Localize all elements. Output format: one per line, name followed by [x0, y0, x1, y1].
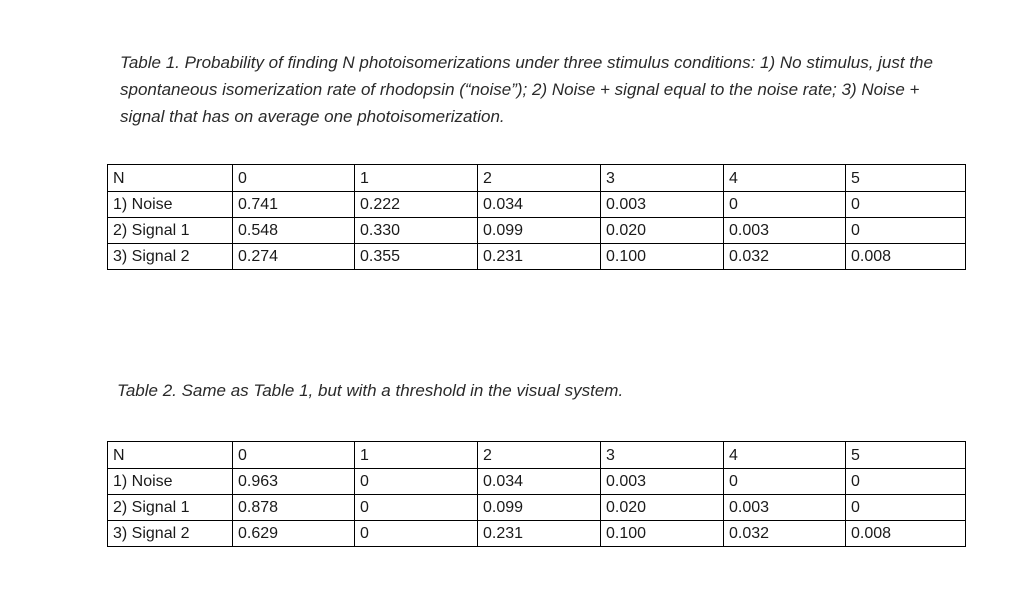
- table1-header-cell: 5: [846, 165, 966, 192]
- table2-row-label: 1) Noise: [108, 469, 233, 495]
- table2-cell: 0.003: [601, 469, 724, 495]
- table1-header-cell: 2: [478, 165, 601, 192]
- table1-header-cell: 0: [233, 165, 355, 192]
- table1-cell: 0.222: [355, 192, 478, 218]
- table2-header-cell: 3: [601, 442, 724, 469]
- table2-row-noise: [108, 469, 966, 495]
- table2-header-row: [108, 442, 966, 469]
- table2-cell: 0.963: [233, 469, 355, 495]
- table2-cell: 0: [724, 469, 846, 495]
- table1-cell: 0.548: [233, 218, 355, 244]
- table1-row-noise: [108, 192, 966, 218]
- table1-cell: 0.008: [846, 244, 966, 270]
- table1-caption: Table 1. Probability of finding N photoisomerizations under three stimulus conditions: 1) No stimulus, just the spontaneous isomerization rate of rhodopsin (“noise”); 2) Noise + signal equal to the noise rate; 3) Noise + signal that has on average one photoisomerization.: [120, 53, 933, 126]
- table2-cell: 0: [355, 521, 478, 547]
- table1-row-label: 2) Signal 1: [108, 218, 233, 244]
- table2-cell: 0.032: [724, 521, 846, 547]
- table2-cell: 0.100: [601, 521, 724, 547]
- table2-row-signal2: [108, 521, 966, 547]
- table1-header-cell: 3: [601, 165, 724, 192]
- table2-header-cell: 2: [478, 442, 601, 469]
- table1-cell: 0.003: [601, 192, 724, 218]
- table1-cell: 0.330: [355, 218, 478, 244]
- table1-cell: 0.034: [478, 192, 601, 218]
- table2-row-signal1: [108, 495, 966, 521]
- table2-header-cell: 5: [846, 442, 966, 469]
- table1-cell: 0: [846, 192, 966, 218]
- table2-cell: 0: [846, 495, 966, 521]
- table1-row-signal1: [108, 218, 966, 244]
- table1-cell: 0.741: [233, 192, 355, 218]
- table2-cell: 0: [355, 495, 478, 521]
- table1-cell: 0.003: [724, 218, 846, 244]
- table1-cell: 0.020: [601, 218, 724, 244]
- table1-cell: 0.274: [233, 244, 355, 270]
- table2-row-label: 2) Signal 1: [108, 495, 233, 521]
- table2-cell: 0.034: [478, 469, 601, 495]
- table1-cell: 0: [846, 218, 966, 244]
- table1-header-cell: N: [108, 165, 233, 192]
- table2-row-label: 3) Signal 2: [108, 521, 233, 547]
- table1-cell: 0.100: [601, 244, 724, 270]
- table2-cell: 0: [846, 469, 966, 495]
- table2-header-cell: 1: [355, 442, 478, 469]
- table1-cell: 0: [724, 192, 846, 218]
- table1-header-cell: 4: [724, 165, 846, 192]
- table2-cell: 0: [355, 469, 478, 495]
- table2-cell: 0.878: [233, 495, 355, 521]
- table2-cell: 0.231: [478, 521, 601, 547]
- table2-cell: 0.003: [724, 495, 846, 521]
- table1-header-cell: 1: [355, 165, 478, 192]
- table1: [107, 164, 966, 270]
- table2-cell: 0.020: [601, 495, 724, 521]
- table2-header-cell: N: [108, 442, 233, 469]
- table1-row-label: 1) Noise: [108, 192, 233, 218]
- table2-cell: 0.629: [233, 521, 355, 547]
- table2-caption: Table 2. Same as Table 1, but with a threshold in the visual system.: [117, 381, 624, 400]
- table1-cell: 0.032: [724, 244, 846, 270]
- table1-cell: 0.355: [355, 244, 478, 270]
- table1-cell: 0.231: [478, 244, 601, 270]
- table1-row-label: 3) Signal 2: [108, 244, 233, 270]
- table1-header-row: [108, 165, 966, 192]
- table1-row-signal2: [108, 244, 966, 270]
- table2: [107, 441, 966, 547]
- table2-header-cell: 0: [233, 442, 355, 469]
- table1-cell: 0.099: [478, 218, 601, 244]
- table2-cell: 0.099: [478, 495, 601, 521]
- table2-cell: 0.008: [846, 521, 966, 547]
- table2-header-cell: 4: [724, 442, 846, 469]
